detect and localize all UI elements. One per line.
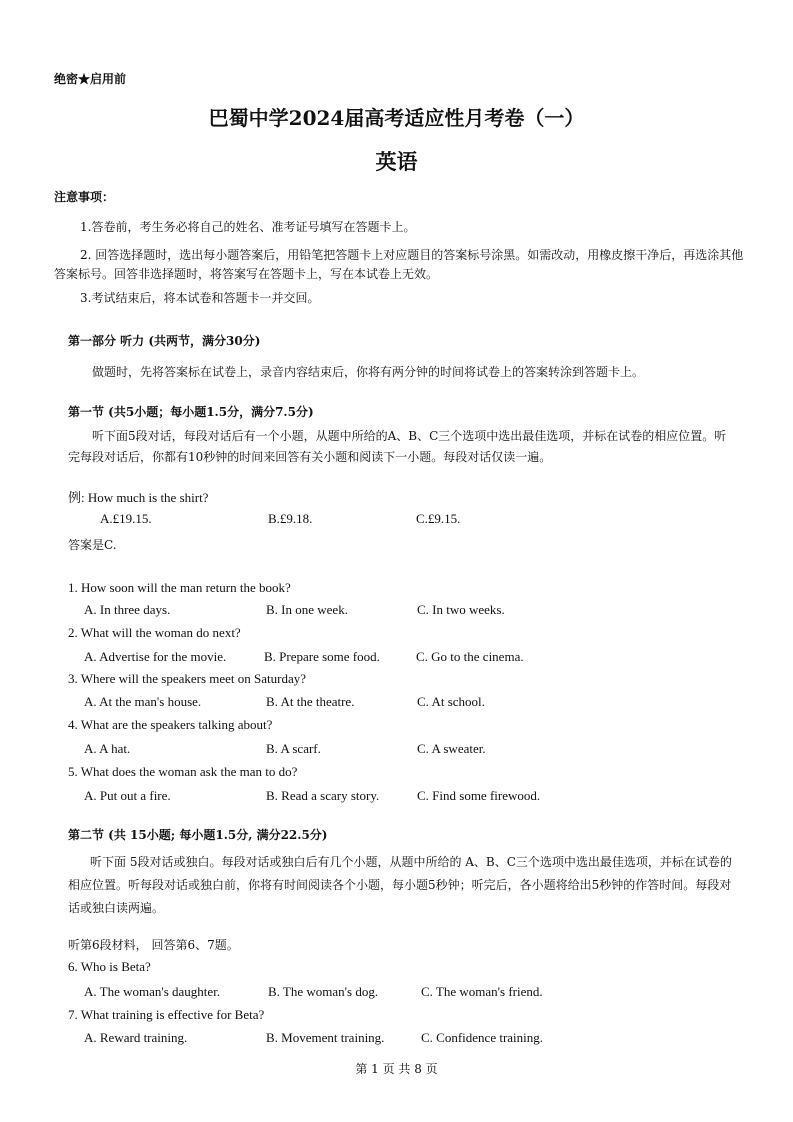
question-5-option-c: C. Find some firewood.: [417, 788, 541, 803]
notes-heading: 注意事项：: [54, 190, 115, 204]
part1-intro: 做题时，先将答案标在试卷上，录音内容结束后，你将有两分钟的时间将试卷上的答案转涂到答题卡上。: [92, 365, 645, 379]
example-option-a: A.£19.15.: [100, 511, 152, 526]
question-6-option-b: B. The woman's dog.: [268, 984, 379, 999]
question-6: 6. Who is Beta?: [68, 959, 151, 974]
question-2-option-b: B. Prepare some food.: [264, 649, 380, 664]
example-answer: 答案是C.: [68, 538, 117, 552]
example-question: 例: How much is the shirt?: [68, 490, 209, 505]
exam-title: 巴蜀中学2024届高考适应性月考卷（一）: [208, 106, 585, 130]
question-4-option-c: C. A sweater.: [417, 741, 486, 756]
question-3-option-a: A. At the man's house.: [84, 694, 202, 709]
section2-directions: 听下面 5段对话或独白。每段对话或独白后有几个小题，从题中所给的 A、B、C三个选项中选出最佳选项，并标在试卷的相应位置。听每段对话或独白前，你将有时间阅读各个小题，每小题5秒钟；听完后，各小题将给出5秒钟的作答时间。每段对话或独白读两遍。: [68, 855, 732, 915]
exam-subject: 英语: [375, 149, 418, 174]
question-7-option-b: B. Movement training.: [266, 1030, 385, 1045]
question-7-option-c: C. Confidence training.: [421, 1030, 544, 1045]
question-5: 5. What does the woman ask the man to do?: [68, 764, 298, 779]
question-2: 2. What will the woman do next?: [68, 625, 241, 640]
question-5-option-a: A. Put out a fire.: [84, 788, 171, 803]
example-option-b: B.£9.18.: [268, 511, 313, 526]
question-2-option-a: A. Advertise for the movie.: [84, 649, 227, 664]
question-3-option-c: C. At school.: [417, 694, 485, 709]
question-4-option-b: B. A scarf.: [266, 741, 321, 756]
question-6-option-c: C. The woman's friend.: [421, 984, 543, 999]
note-item-1: 1.答卷前，考生务必将自己的姓名、准考证号填写在答题卡上。: [80, 220, 416, 234]
question-2-option-c: C. Go to the cinema.: [416, 649, 524, 664]
question-7: 7. What training is effective for Beta?: [68, 1007, 265, 1022]
page-number: 第 1 页 共 8 页: [355, 1062, 438, 1076]
section1-heading: 第一节 (共5小题；每小题1.5分，满分7.5分): [68, 405, 314, 419]
question-5-option-b: B. Read a scary story.: [266, 788, 380, 803]
question-6-option-a: A. The woman's daughter.: [84, 984, 221, 999]
example-option-c: C.£9.15.: [416, 511, 461, 526]
note-item-2: 2. 回答选择题时，选出每小题答案后，用铅笔把答题卡上对应题目的答案标号涂黑。如需改动，用橡皮擦干净后，再选涂其他答案标号。回答非选择题时，将答案写在答题卡上，写在本试卷上无效。: [54, 248, 744, 281]
section1-directions: 听下面5段对话，每段对话后有一个小题，从题中所给的A、B、C三个选项中选出最佳选项，并标在试卷的相应位置。听完每段对话后，你都有10秒钟的时间来回答有关小题和阅读下一小题。每段对话仅读一遍。: [68, 429, 727, 464]
question-1-option-c: C. In two weeks.: [417, 602, 505, 617]
question-4-option-a: A. A hat.: [84, 741, 131, 756]
question-1-option-b: B. In one week.: [266, 602, 348, 617]
part1-heading: 第一部分 听力 (共两节，满分30分): [68, 334, 261, 348]
secret-label: 绝密★启用前: [54, 72, 127, 86]
question-1-option-a: A. In three days.: [84, 602, 171, 617]
note-item-3: 3.考试结束后，将本试卷和答题卡一并交回。: [80, 291, 320, 305]
question-1: 1. How soon will the man return the book?: [68, 580, 291, 595]
section2-heading: 第二节 (共 15小题; 每小题1.5分, 满分22.5分): [68, 828, 328, 842]
question-3-option-b: B. At the theatre.: [266, 694, 355, 709]
question-3: 3. Where will the speakers meet on Saturday?: [68, 671, 307, 686]
material-note: 听第6段材料， 回答第6、7题。: [68, 938, 239, 952]
question-7-option-a: A. Reward training.: [84, 1030, 188, 1045]
question-4: 4. What are the speakers talking about?: [68, 717, 273, 732]
